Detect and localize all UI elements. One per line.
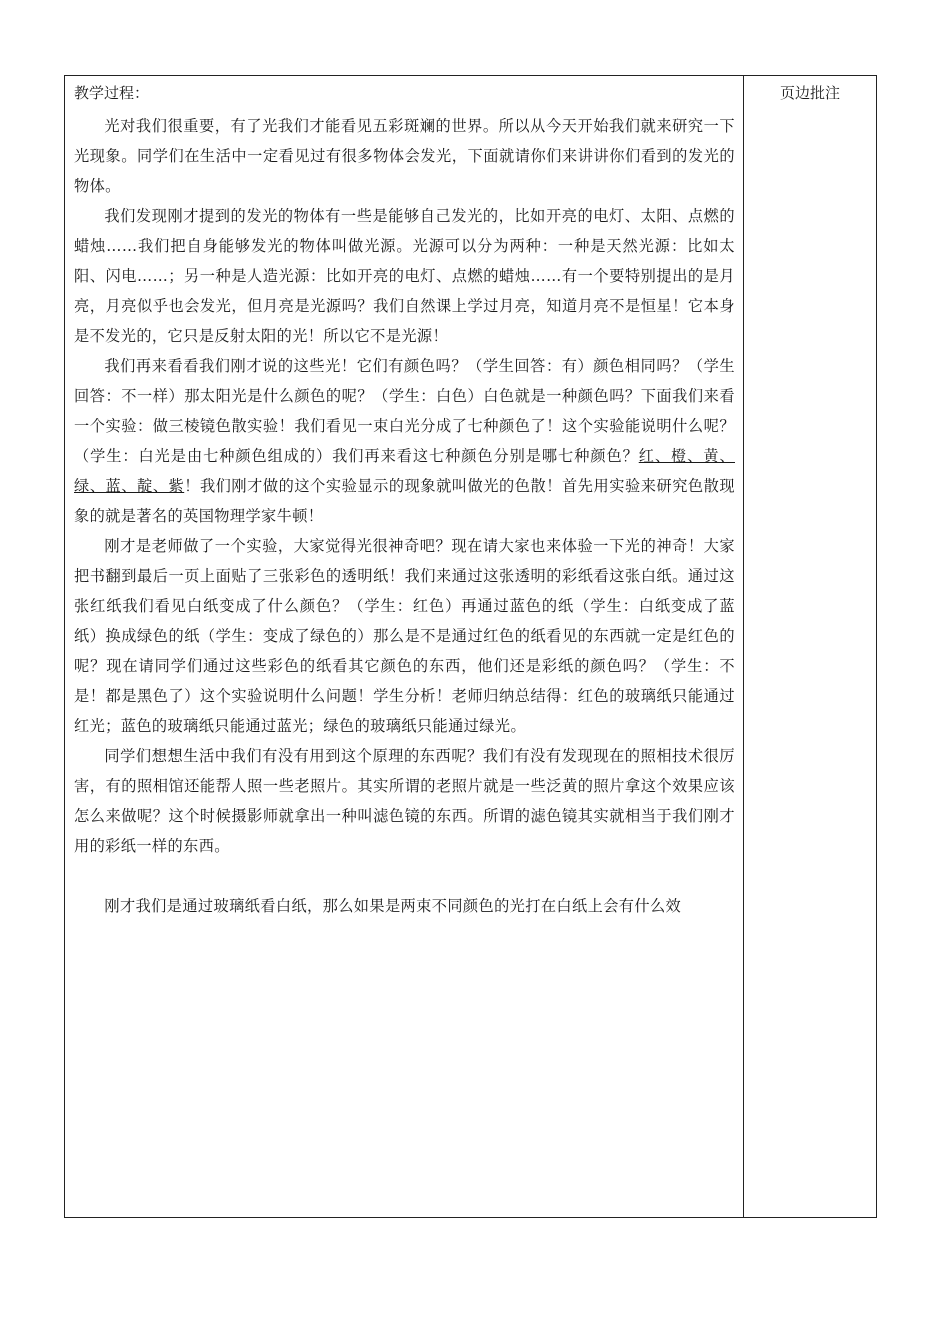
margin-notes-header: 页边批注 <box>779 84 840 102</box>
paragraph-filter: 同学们想想生活中我们有没有用到这个原理的东西呢？我们有没有发现现在的照相技术很厉害，有的照相馆还能帮人照一些老照片。其实所谓的老照片就是一些泛黄的照片拿这个效果应该怎么来做呢？这个时候摄影师就拿出一种叫滤色镜的东西。所谓的滤色镜其实就相当于我们刚才用的彩纸一样的东西。 <box>74 747 735 855</box>
paragraph-light-importance: 光对我们很重要，有了光我们才能看见五彩斑斓的世界。所以从今天开始我们就来研究一下光现象。同学们在生活中一定看见过有很多物体会发光，下面就请你们来讲讲你们看到的发光的物体。 <box>74 117 735 195</box>
margin-notes-cell <box>744 76 876 1217</box>
paragraph-mixed-light: 刚才我们是通过玻璃纸看白纸，那么如果是两束不同颜色的光打在白纸上会有什么效 <box>104 897 682 915</box>
paragraph-light-source: 我们发现刚才提到的发光的物体有一些是能够自己发光的，比如开亮的电灯、太阳、点燃的蜡烛……我们把自身能够发光的物体叫做光源。光源可以分为两种：一种是天然光源：比如太阳、闪电……；另一种是人造光源：比如开亮的电灯、点燃的蜡烛……有一个要特别提出的是月亮，月亮似乎也会发光，但月亮是光源吗？我们自然课上学过月亮，知道月亮不是恒星！它本身是不发光的，它只是反射太阳的光！所以它不是光源！ <box>74 207 735 345</box>
dispersion-text-before: 我们再来看看我们刚才说的这些光！它们有颜色吗？（学生回答：有）颜色相同吗？（学生回答：不一样）那太阳光是什么颜色的呢？（学生：白色）白色就是一种颜色吗？下面我们来看一个实验：做三棱镜色散实验！我们看见一束白光分成了七种颜色了！这个实验能说明什么呢？（学生：白光是由七种颜色组成的）我们再来看这七种颜色分别是哪七种颜色？ <box>74 357 735 465</box>
lesson-table <box>64 75 877 1218</box>
paragraph-colored-paper: 刚才是老师做了一个实验，大家觉得光很神奇吧？现在请大家也来体验一下光的神奇！大家把书翻到最后一页上面贴了三张彩色的透明纸！我们来通过这张透明的彩纸看这张白纸。通过这张红纸我们看见白纸变成了什么颜色？（学生：红色）再通过蓝色的纸（学生：白纸变成了蓝纸）换成绿色的纸（学生：变成了绿色的）那么是不是通过红色的纸看见的东西就一定是红色的呢？现在请同学们通过这些彩色的纸看其它颜色的东西，他们还是彩纸的颜色吗？（学生：不是！都是黑色了）这个实验说明什么问题！学生分析！老师归纳总结得：红色的玻璃纸只能通过红光；蓝色的玻璃纸只能通过蓝光；绿色的玻璃纸只能通过绿光。 <box>74 537 735 735</box>
teaching-process-cell <box>65 76 743 1217</box>
section-label: 教学过程： <box>74 84 150 102</box>
dispersion-text-after: ！我们刚才做的这个实验显示的现象就叫做光的色散！首先用实验来研究色散现象的就是著名的英国物理学家牛顿！ <box>74 477 736 525</box>
blank-line <box>74 861 735 891</box>
paragraph-dispersion <box>74 351 735 531</box>
seven-colors-underlined: 红、橙、黄、绿、蓝、靛、紫 <box>74 447 735 495</box>
